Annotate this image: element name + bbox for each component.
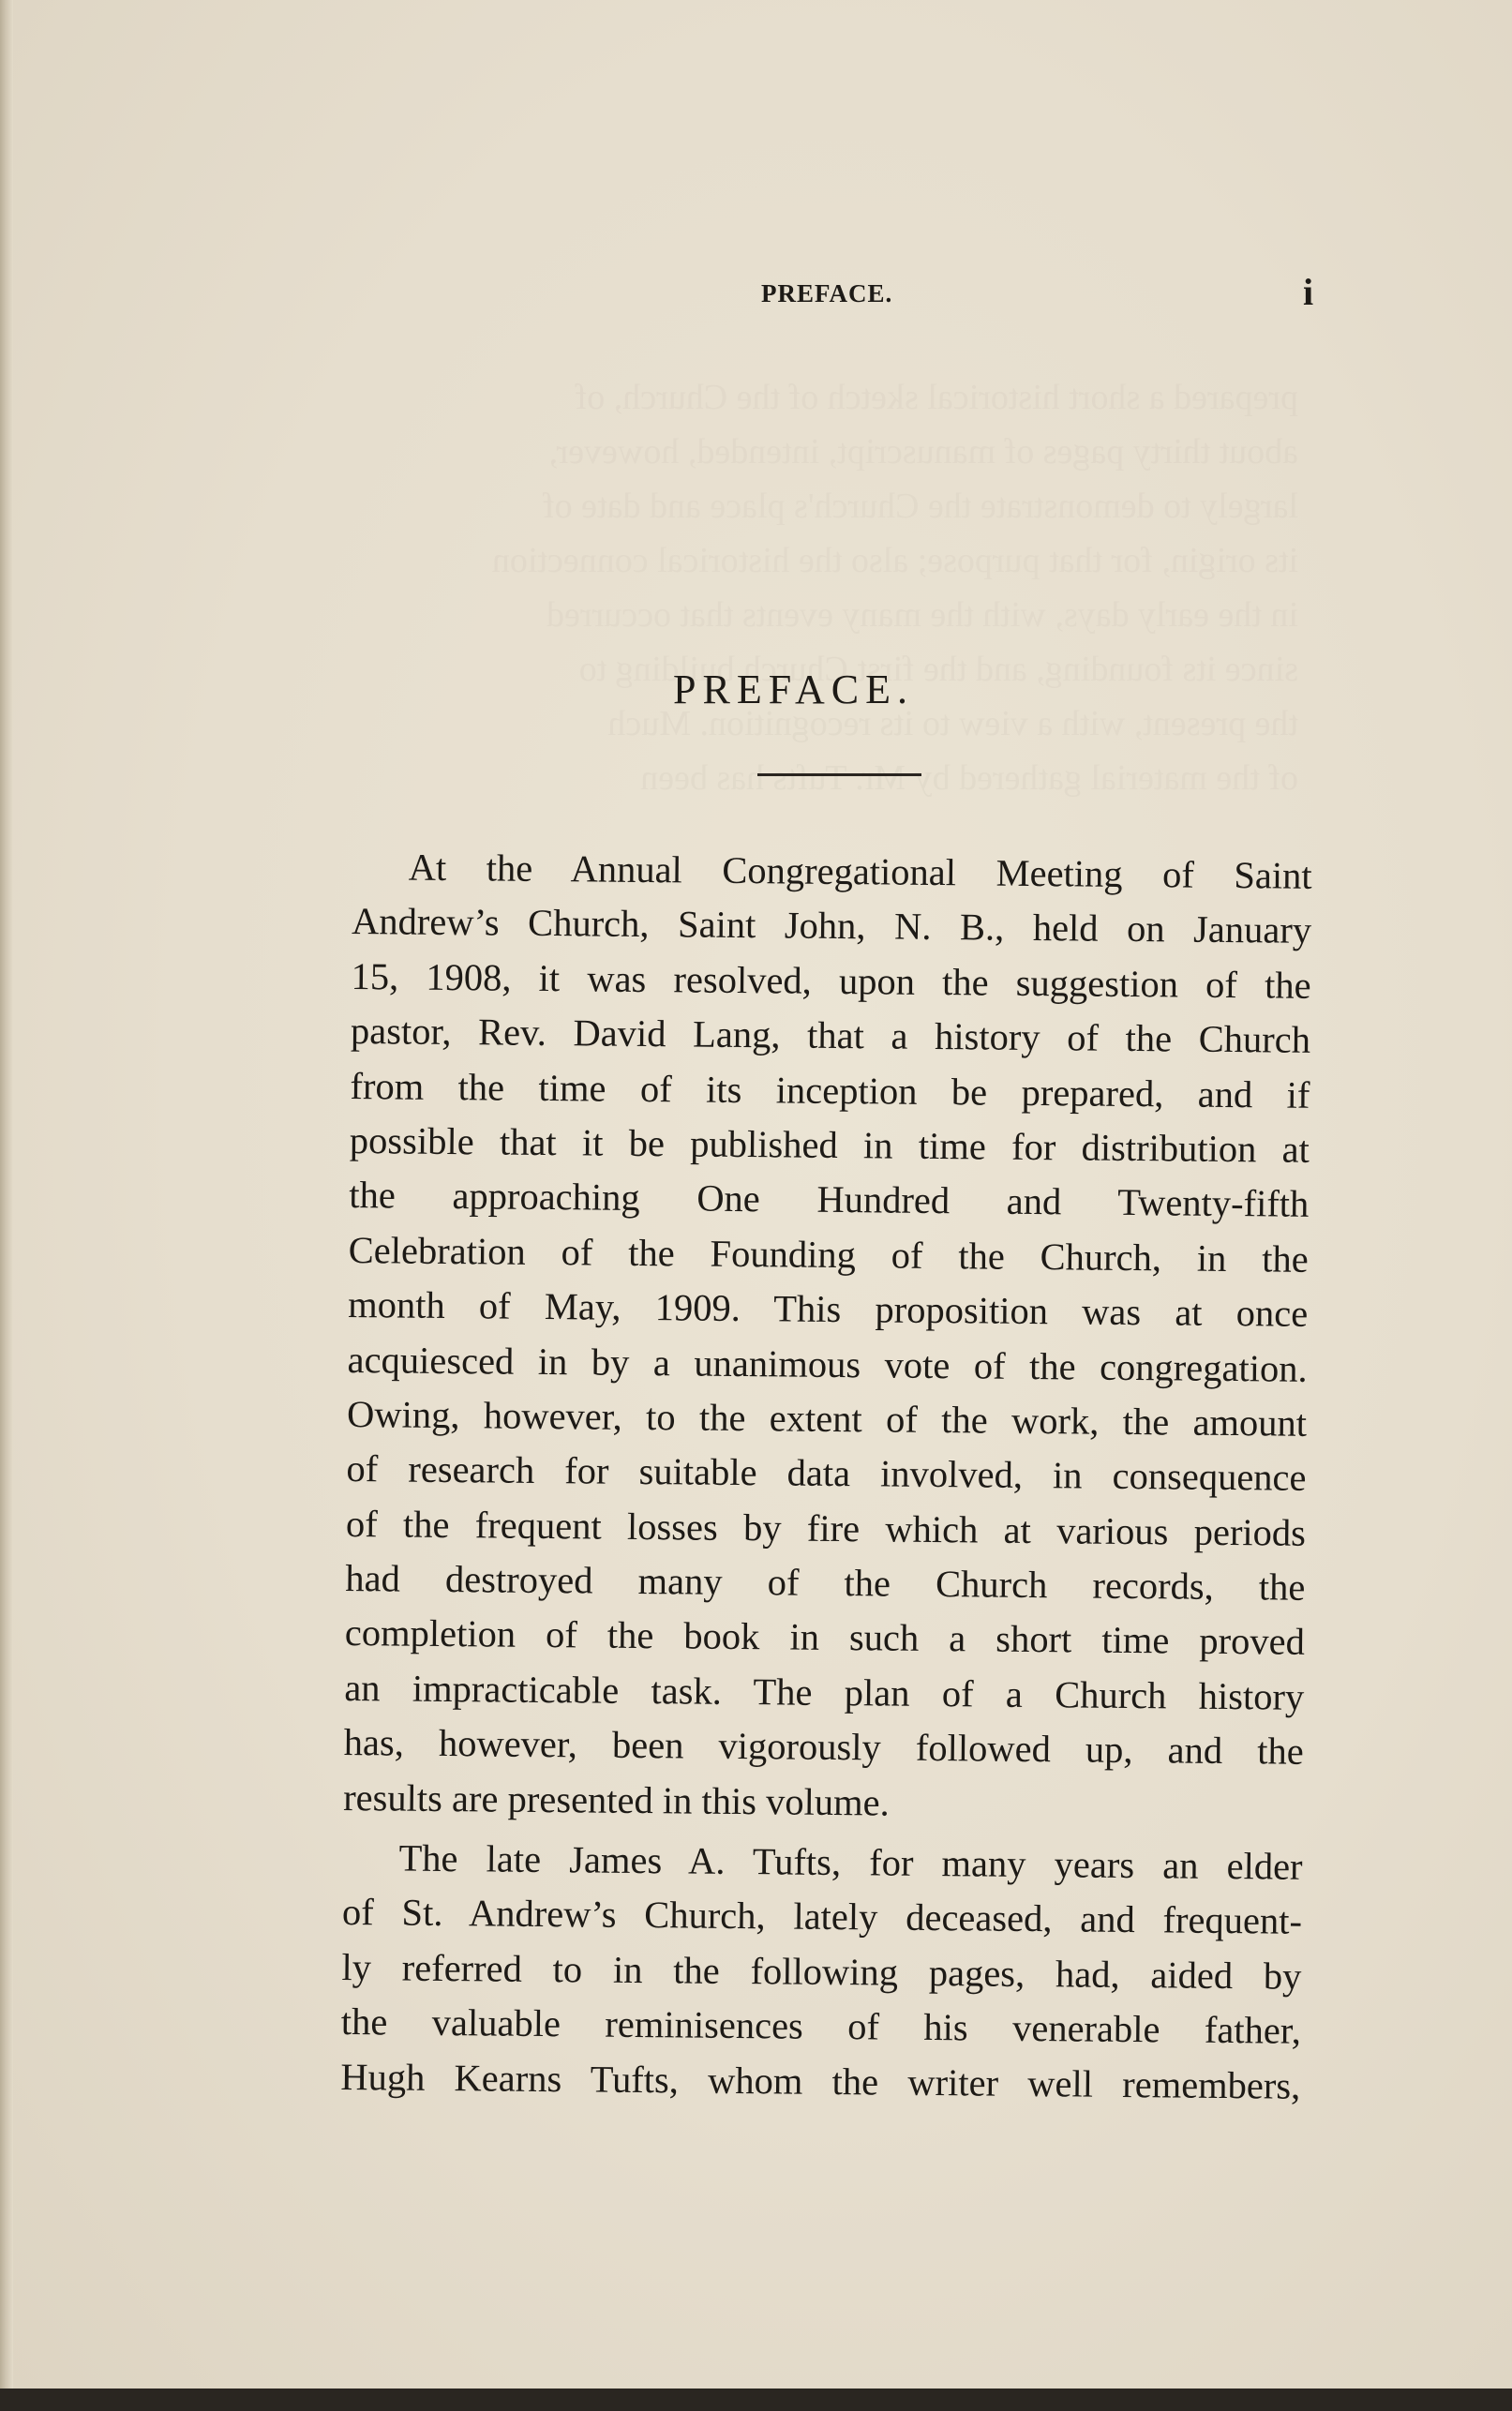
text-line: results are presented in this volume. bbox=[342, 1775, 890, 1824]
text-line: Celebration of the Founding of the Church, in the bbox=[348, 1228, 1309, 1280]
page-edge bbox=[0, 0, 13, 2389]
text-line: At the Annual Congregational Meeting of Saint bbox=[408, 846, 1312, 897]
text-line: pastor, Rev. David Lang, that a history of the Church bbox=[350, 1010, 1311, 1061]
text-line: from the time of its inception be prepared, and if bbox=[350, 1064, 1310, 1116]
show-through-text bbox=[352, 370, 1298, 805]
text-line: month of May, 1909. This proposition was at once bbox=[348, 1283, 1309, 1335]
text-line: Owing, however, to the extent of the work, the amount bbox=[346, 1392, 1308, 1445]
page-number: i bbox=[1303, 271, 1314, 313]
running-head: PREFACE. bbox=[761, 279, 893, 307]
text-line: of the frequent losses by fire which at various periods bbox=[345, 1502, 1307, 1554]
text-line: The late James A. Tufts, for many years an elder bbox=[398, 1836, 1303, 1888]
text-line: Andrew’s Church, Saint John, N. B., held on January bbox=[351, 900, 1312, 952]
text-line: of research for suitable data involved, in consequence bbox=[346, 1447, 1307, 1500]
text-line: the approaching One Hundred and Twenty-fifth bbox=[349, 1174, 1310, 1226]
body-text bbox=[340, 840, 1312, 2114]
text-line: Hugh Kearns Tufts, whom the writer well remembers, bbox=[340, 2055, 1301, 2107]
text-line: ly referred to in the following pages, had, aided by bbox=[341, 1945, 1302, 1998]
title-rule bbox=[757, 773, 921, 776]
page-title: PREFACE. bbox=[673, 666, 914, 712]
paragraph-2 bbox=[340, 1831, 1303, 2114]
text-line: an impracticable task. The plan of a Church history bbox=[344, 1666, 1305, 1718]
text-line: has, however, been vigorously followed up, and the bbox=[343, 1721, 1304, 1774]
text-line: 15, 1908, it was resolved, upon the suggestion of the bbox=[351, 954, 1311, 1007]
paragraph-1 bbox=[343, 840, 1312, 1834]
text-line: possible that it be published in time for distribution at bbox=[349, 1118, 1310, 1171]
text-line: the valuable reminisences of his venerable father, bbox=[340, 2000, 1302, 2052]
text-line: acquiesced in by a unanimous vote of the congregation. bbox=[347, 1338, 1308, 1390]
text-line: had destroyed many of the Church records, the bbox=[345, 1557, 1306, 1609]
text-line: of St. Andrew’s Church, lately deceased, and frequent- bbox=[341, 1891, 1303, 1943]
text-line: completion of the book in such a short time proved bbox=[344, 1611, 1306, 1664]
